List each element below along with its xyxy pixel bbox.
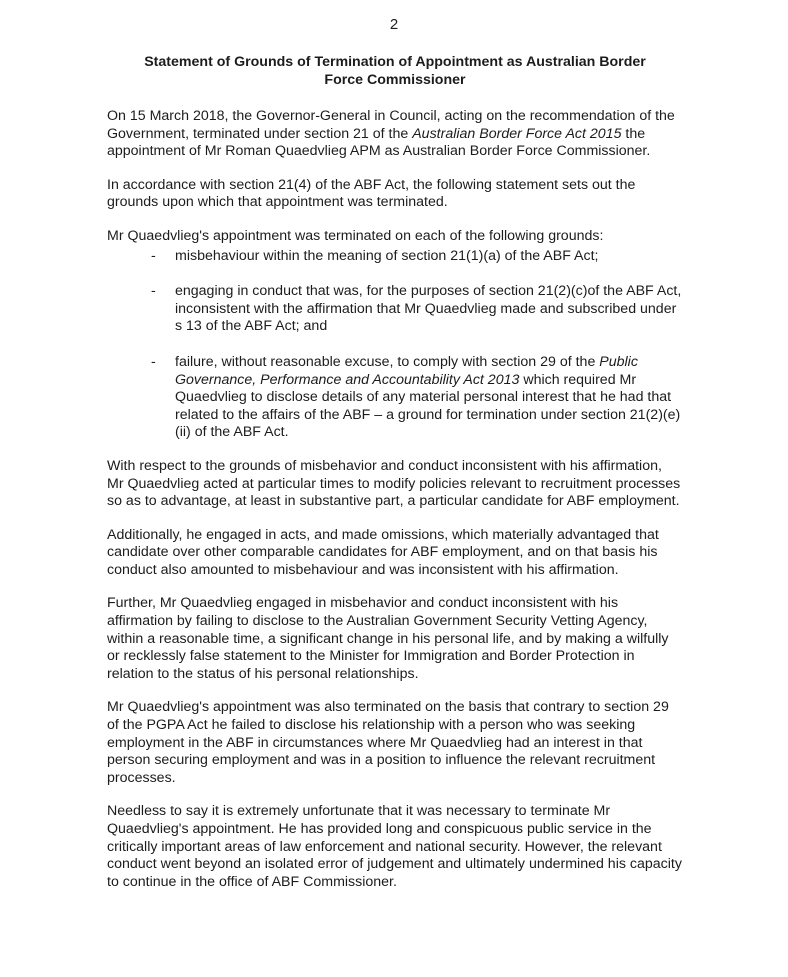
- paragraph-text: On 15 March 2018, the Governor-General in Council, acting on the recommendation of the Government, terminated under section 21 of the: [107, 108, 675, 142]
- document-title: [110, 53, 680, 89]
- page-number: 2: [389, 16, 399, 33]
- list-item: [107, 283, 682, 336]
- paragraph-conclusion: Needless to say it is extremely unfortunate that it was necessary to terminate Mr Quaedvlieg's appointment. He has provided long and conspicuous public service in the critically important areas of law enforcement and national security. However, the relevant conduct went beyond an isolated error of judgement and ultimately undermined his capacity to continue in the office of ABF Commissioner.: [107, 803, 682, 890]
- paragraph-termination-notice: [107, 108, 682, 161]
- list-item-text: engaging in conduct that was, for the purposes of section 21(2)(c)of the ABF Act, inconsistent with the affirmation that Mr Quaedvlieg made and subscribed under s 13 of the ABF Act; and: [175, 283, 682, 335]
- paragraph-misbehaviour-grounds: With respect to the grounds of misbehavior and conduct inconsistent with his affirmation, Mr Quaedvlieg acted at particular times to modify policies relevant to recruitment processes so as to advantage, at least in substantive part, a particular candidate for ABF employment.: [107, 457, 681, 510]
- paragraph-additional-conduct: Additionally, he engaged in acts, and made omissions, which materially advantaged that candidate over other comparable candidates for ABF employment, and on that basis his conduct also amounted to misbehaviour and was inconsistent with his affirmation.: [107, 526, 659, 578]
- title-line-1: Statement of Grounds of Termination of Appointment as Australian Border: [144, 54, 646, 70]
- act-title: Public Governance, Performance and Accountability Act 2013: [175, 353, 638, 388]
- list-bullet: -: [151, 247, 156, 264]
- list-item: [107, 248, 682, 266]
- paragraph-statement-purpose: In accordance with section 21(4) of the ABF Act, the following statement sets out the grounds upon which that appointment was terminated.: [107, 176, 636, 211]
- list-bullet: -: [151, 353, 156, 370]
- paragraph-text: the appointment of Mr Roman Quaedvlieg APM as Australian Border Force Commissioner.: [107, 125, 651, 160]
- document-body: [107, 108, 682, 907]
- list-item-text: failure, without reasonable excuse, to comply with section 29 of the: [175, 353, 600, 370]
- paragraph-security-vetting: Further, Mr Quaedvlieg engaged in misbehavior and conduct inconsistent with his affirmation by failing to disclose to the Australian Government Security Vetting Agency, within a reasonable time, a significant change in his personal life, and by making a wilfully or recklessly false statement to the Minister for Immigration and Border Protection in relation to the status of his personal relationships.: [107, 595, 669, 682]
- act-title: Australian Border Force Act 2015: [412, 125, 622, 142]
- list-item-text: misbehaviour within the meaning of section 21(1)(a) of the ABF Act;: [175, 247, 599, 264]
- paragraph-pgpa-disclosure: Mr Quaedvlieg's appointment was also terminated on the basis that contrary to section 29 of the PGPA Act he failed to disclose his relationship with a person who was seeking employment in the ABF in circumstances where Mr Quaedvlieg had an interest in that person securing employment and was in a position to influence the relevant recruitment processes.: [107, 699, 669, 786]
- title-line-2: Force Commissioner: [324, 72, 466, 88]
- list-bullet: -: [151, 283, 156, 300]
- list-item: [107, 354, 682, 442]
- list-item-text: which required Mr Quaedvlieg to disclose details of any material personal interest that he had that related to the affairs of the ABF – a ground for termination under section 21(2)(e)(ii) of the ABF Act.: [175, 371, 681, 441]
- paragraph-grounds-intro: Mr Quaedvlieg's appointment was terminated on each of the following grounds:: [107, 227, 604, 244]
- grounds-list: [107, 248, 682, 442]
